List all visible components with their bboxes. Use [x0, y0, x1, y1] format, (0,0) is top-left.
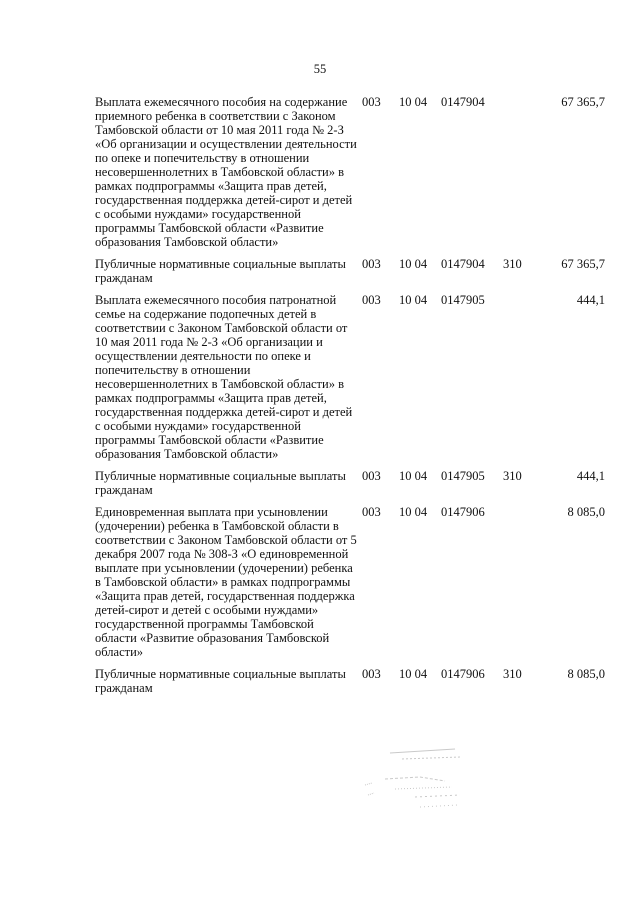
- row-sum: 67 365,7: [561, 95, 605, 109]
- row-section-code: 10 04: [399, 505, 428, 519]
- row-ved-code: 003: [362, 667, 381, 681]
- table-row: [95, 667, 605, 703]
- budget-table: [95, 95, 605, 703]
- row-expense-type-code: 310: [503, 667, 522, 681]
- table-row: [95, 293, 605, 469]
- row-target-code: 0147905: [441, 469, 485, 483]
- row-ved-code: 003: [362, 95, 381, 109]
- row-expense-type-code: [503, 505, 533, 667]
- row-target-code: 0147904: [441, 257, 485, 271]
- row-ved-code: 003: [362, 257, 381, 271]
- row-expense-type-code: 310: [503, 257, 522, 271]
- row-section-code: 10 04: [399, 257, 428, 271]
- row-sum: 8 085,0: [567, 505, 605, 519]
- row-name: Публичные нормативные социальные выплаты гражданам: [95, 257, 346, 285]
- row-target-code: 0147906: [441, 667, 485, 681]
- row-expense-type-code: [503, 95, 533, 257]
- row-target-code: 0147904: [441, 95, 485, 109]
- row-name: Выплата ежемесячного пособия патронатной семье на содержание подопечных детей в соответствии с Законом Тамбовской области от 10 мая 2011 года № 2-З «Об организации и осуществлении деятельности по опеке и попечительству в отношении несовершеннолетних в Тамбовской области» в рамках подпрограммы «Защита прав детей, государственная поддержка детей-сирот и детей с особыми нуждами» государственной программы Тамбовской области «Развитие образования Тамбовской области»: [95, 293, 353, 461]
- row-ved-code: 003: [362, 505, 381, 519]
- table-row: [95, 505, 605, 667]
- row-target-code: 0147905: [441, 293, 485, 307]
- row-name: Единовременная выплата при усыновлении (удочерении) ребенка в Тамбовской области в соответствии с Законом Тамбовской области от 5 декабря 2007 года № 308-З «О единовременной выплате при усыновлении (удочерении) ребенка в Тамбовской области» в рамках подпрограммы «Защита прав детей, государственная поддержка детей-сирот и детей с особыми нуждами» государственной программы Тамбовской области «Развитие образования Тамбовской области»: [95, 505, 357, 659]
- row-target-code: 0147906: [441, 505, 485, 519]
- row-sum: 8 085,0: [567, 667, 605, 681]
- row-section-code: 10 04: [399, 469, 428, 483]
- row-expense-type-code: [503, 293, 533, 469]
- row-sum: 67 365,7: [561, 257, 605, 271]
- row-sum: 444,1: [576, 293, 605, 307]
- page-number: 55: [313, 62, 327, 76]
- row-section-code: 10 04: [399, 95, 428, 109]
- row-expense-type-code: 310: [503, 469, 522, 483]
- table-row: [95, 95, 605, 257]
- row-section-code: 10 04: [399, 293, 428, 307]
- row-name: Публичные нормативные социальные выплаты гражданам: [95, 469, 346, 497]
- row-section-code: 10 04: [399, 667, 428, 681]
- faded-stamp-marks: [360, 745, 470, 825]
- row-sum: 444,1: [576, 469, 605, 483]
- table-row: [95, 469, 605, 505]
- row-ved-code: 003: [362, 469, 381, 483]
- table-row: [95, 257, 605, 293]
- row-ved-code: 003: [362, 293, 381, 307]
- row-name: Выплата ежемесячного пособия на содержание приемного ребенка в соответствии с Законом Тамбовской области от 10 мая 2011 года № 2-З «Об организации и осуществлении деятельности по опеке и попечительству в отношении несовершеннолетних в Тамбовской области» в рамках подпрограммы «Защита прав детей, государственная поддержка детей-сирот и детей с особыми нуждами» государственной программы Тамбовской области «Развитие образования Тамбовской области»: [95, 95, 357, 249]
- row-name: Публичные нормативные социальные выплаты гражданам: [95, 667, 346, 695]
